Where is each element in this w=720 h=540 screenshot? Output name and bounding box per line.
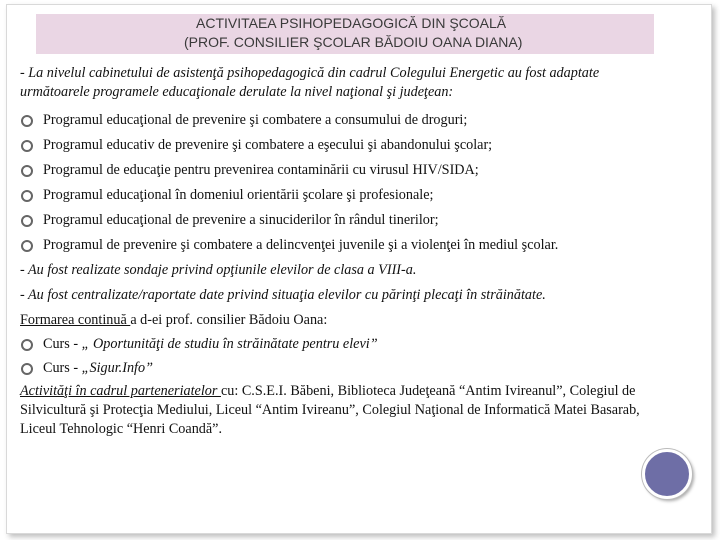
training-line: [20, 308, 660, 332]
circle-bullet-icon: [21, 190, 33, 202]
course-prefix: Curs -: [43, 360, 82, 376]
program-item: [20, 158, 660, 183]
partners-label: Activităţi în cadrul parteneriatelor: [20, 383, 221, 399]
course-prefix: Curs -: [43, 336, 82, 352]
circle-bullet-icon: [21, 115, 33, 127]
training-label: Formarea continuă: [20, 312, 131, 328]
partners-text: cu: C.S.E.I. Băbeni, Biblioteca Judeţeană “Antim Ivireanul”, Colegiul de Silvicultură şi Protecţia Mediului, Liceul “Antim Ivireanu”, Colegiul Naţional de Informatică Matei Basarab, Liceul Tehnologic “Henri Coandă”.: [20, 383, 640, 437]
program-list: [20, 108, 660, 258]
circle-bullet-icon: [21, 363, 33, 375]
program-text: Programul educaţional în domeniul orientării şcolare şi profesionale;: [43, 187, 434, 203]
program-item: [20, 108, 660, 133]
circle-bullet-icon: [21, 240, 33, 252]
program-item: [20, 133, 660, 158]
title-line-2: (PROF. CONSILIER ŞCOLAR BĂDOIU OANA DIANA): [184, 34, 523, 50]
program-text: Programul educaţional de prevenire şi combatere a consumului de droguri;: [43, 112, 468, 128]
course-list: [20, 332, 660, 380]
program-text: Programul de educaţie pentru prevenirea contaminării cu virusul HIV/SIDA;: [43, 162, 479, 178]
page-number-circle: [642, 449, 692, 499]
program-text: Programul educaţional de prevenire a sinuciderilor în rândul tinerilor;: [43, 212, 439, 228]
title-band: [36, 14, 654, 54]
centralized-line: - Au fost centralizate/raportate date privind situaţia elevilor cu părinţi plecaţi în străinătate.: [20, 287, 546, 303]
circle-bullet-icon: [21, 165, 33, 177]
course-item: [20, 356, 660, 380]
circle-bullet-icon: [21, 339, 33, 351]
program-item: [20, 208, 660, 233]
surveys-line: - Au fost realizate sondaje privind opţiunile elevilor de clasa a VIII-a.: [20, 262, 417, 278]
program-item: [20, 183, 660, 208]
training-text: a d-ei prof. consilier Bădoiu Oana:: [130, 312, 328, 328]
slide-content: [20, 64, 660, 439]
title-line-1: ACTIVITAEA PSIHOPEDAGOGICĂ DIN ŞCOALĂ: [196, 15, 507, 31]
intro-paragraph: - La nivelul cabinetului de asistenţă psihopedagogică din cadrul Colegului Energetic au fost adaptate următoarele programele educaţionale derulate la nivel naţional şi judeţean:: [20, 65, 600, 100]
course-item: [20, 332, 660, 356]
partners-paragraph: [20, 382, 660, 439]
program-item: [20, 233, 660, 258]
course-name: „Sigur.Info”: [81, 360, 153, 376]
program-text: Programul de prevenire şi combatere a delincvenţei juvenile şi a violenţei în mediul şcolar.: [43, 237, 559, 253]
circle-bullet-icon: [21, 215, 33, 227]
circle-bullet-icon: [21, 140, 33, 152]
course-name: „ Oportunităţi de studiu în străinătate pentru elevi”: [81, 336, 378, 352]
program-text: Programul educativ de prevenire şi combatere a eşecului şi abandonului şcolar;: [43, 137, 493, 153]
